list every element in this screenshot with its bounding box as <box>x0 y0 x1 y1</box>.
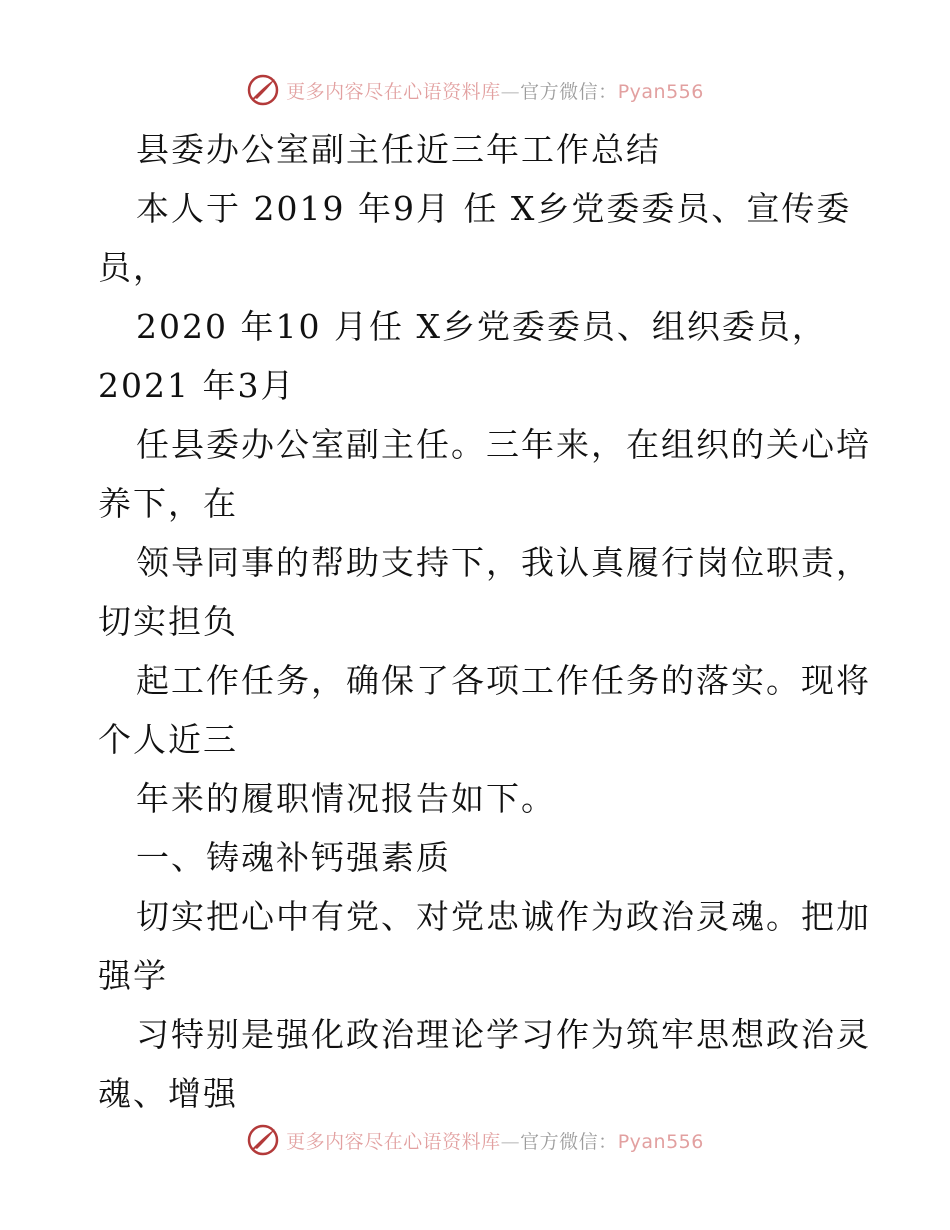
body-line: 个人近三 <box>98 720 238 759</box>
document-body <box>98 120 871 1123</box>
body-line: 起工作任务，确保了各项工作任务的落实。现将 <box>136 661 871 700</box>
body-line: 2020 年10 月任 X乡党委委员、组织委员， <box>136 307 827 346</box>
header-banner <box>0 70 950 110</box>
section-heading: 一、铸魂补钙强素质 <box>136 838 451 877</box>
body-line: 强学 <box>98 956 168 995</box>
banner-main-text: 更多内容尽在心语资料库 <box>286 1130 501 1153</box>
body-line: 养下，在 <box>98 484 238 523</box>
banner-wechat-label: 官方微信： <box>520 80 618 103</box>
body-line: 员， <box>98 248 168 287</box>
body-line: 本人于 2019 年9月 任 X乡党委委员、宣传委 <box>136 189 852 228</box>
body-line: 任县委办公室副主任。三年来，在组织的关心培 <box>136 425 871 464</box>
banner-dash: — <box>500 1130 521 1153</box>
banner-wechat-id: Pyan556 <box>617 1130 704 1153</box>
banner-wechat-label: 官方微信： <box>520 1130 618 1153</box>
body-line: 年来的履职情况报告如下。 <box>136 779 556 818</box>
body-line: 2021 年3月 <box>98 366 296 405</box>
banner-wechat-id: Pyan556 <box>617 80 704 103</box>
body-line: 领导同事的帮助支持下，我认真履行岗位职责， <box>136 543 871 582</box>
document-title: 县委办公室副主任近三年工作总结 <box>136 130 661 169</box>
body-line: 习特别是强化政治理论学习作为筑牢思想政治灵 <box>136 1015 871 1054</box>
banner-dash: — <box>500 80 521 103</box>
quill-logo-icon <box>246 1123 280 1157</box>
body-line: 切实把心中有党、对党忠诚作为政治灵魂。把加 <box>136 897 871 936</box>
banner-main-text: 更多内容尽在心语资料库 <box>286 80 501 103</box>
body-line: 切实担负 <box>98 602 238 641</box>
body-line: 魂、增强 <box>98 1074 238 1113</box>
banner-text <box>286 77 704 104</box>
quill-logo-icon <box>246 73 280 107</box>
footer-banner <box>0 1120 950 1160</box>
banner-text <box>286 1127 704 1154</box>
